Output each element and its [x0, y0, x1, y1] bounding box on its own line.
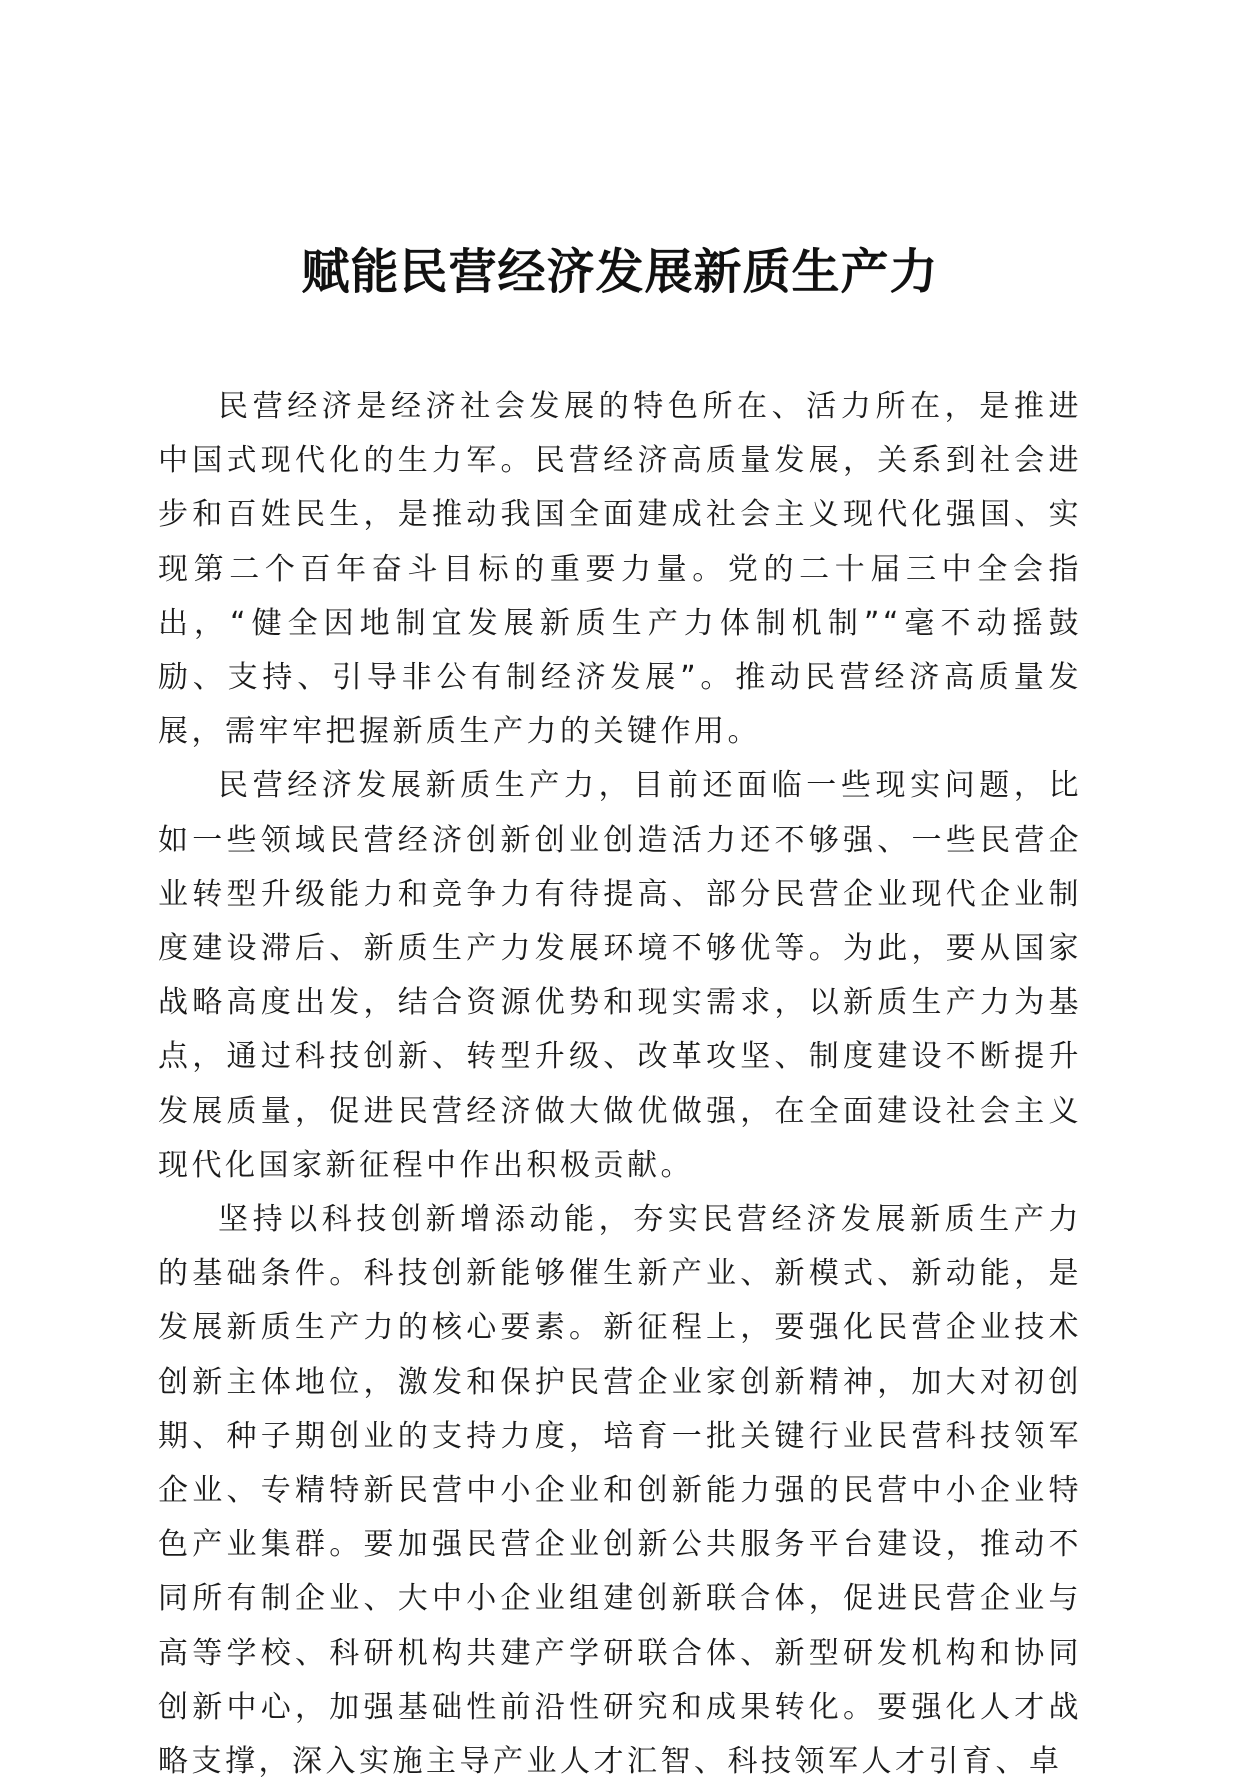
document-body — [158, 380, 1082, 1789]
paragraph-3: 坚持以科技创新增添动能，夯实民营经济发展新质生产力的基础条件。科技创新能够催生新产业、新模式、新动能，是发展新质生产力的核心要素。新征程上，要强化民营企业技术创新主体地位，激发和保护民营企业家创新精神，加大对初创期、种子期创业的支持力度，培育一批关键行业民营科技领军企业、专精特新民营中小企业和创新能力强的民营中小企业特色产业集群。要加强民营企业创新公共服务平台建设，推动不同所有制企业、大中小企业组建创新联合体，促进民营企业与高等学校、科研机构共建产学研联合体、新型研发机构和协同创新中心，加强基础性前沿性研究和成果转化。要强化人才战略支撑，深入实施主导产业人才汇智、科技领军人才引育、卓 — [158, 1202, 1082, 1780]
paragraph-1: 民营经济是经济社会发展的特色所在、活力所在，是推进中国式现代化的生力军。民营经济高质量发展，关系到社会进步和百姓民生，是推动我国全面建成社会主义现代化强国、实现第二个百年奋斗目标的重要力量。党的二十届三中全会指出，“健全因地制宜发展新质生产力体制机制”“毫不动摇鼓励、支持、引导非公有制经济发展”。推动民营经济高质量发展，需牢牢把握新质生产力的关键作用。 — [158, 389, 1082, 750]
paragraph-2: 民营经济发展新质生产力，目前还面临一些现实问题，比如一些领域民营经济创新创业创造活力还不够强、一些民营企业转型升级能力和竞争力有待提高、部分民营企业现代企业制度建设滞后、新质生产力发展环境不够优等。为此，要从国家战略高度出发，结合资源优势和现实需求，以新质生产力为基点，通过科技创新、转型升级、改革攻坚、制度建设不断提升发展质量，促进民营经济做大做优做强，在全面建设社会主义现代化国家新征程中作出积极贡献。 — [158, 768, 1082, 1183]
document-title: 赋能民营经济发展新质生产力 — [301, 244, 939, 300]
